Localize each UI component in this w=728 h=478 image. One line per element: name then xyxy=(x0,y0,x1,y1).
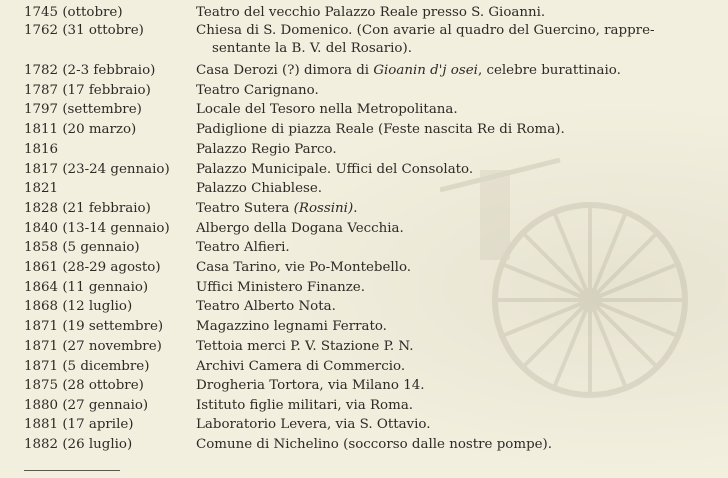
fire-location-continuation: sentante la B. V. del Rosario). xyxy=(212,41,412,56)
fire-date: 1858 (5 gennaio) xyxy=(24,240,140,255)
fire-location-text: Casa Derozi (?) dimora di xyxy=(196,63,374,78)
fire-location: Comune di Nichelino (soccorso dalle nostre pompe). xyxy=(196,437,553,452)
fire-date: 1745 (ottobre) xyxy=(24,5,123,20)
fire-location: Laboratorio Levera, via S. Ottavio. xyxy=(196,417,431,432)
fire-location: Istituto figlie militari, via Roma. xyxy=(196,398,414,413)
fire-location-italic: Gioanin d'j osei xyxy=(373,63,478,78)
fire-date: 1762 (31 ottobre) xyxy=(24,23,144,38)
fire-date: 1828 (21 febbraio) xyxy=(24,201,151,216)
fire-location: Teatro Alberto Nota. xyxy=(196,299,336,314)
fire-location: Uffici Ministero Finanze. xyxy=(196,280,365,295)
fire-date: 1816 xyxy=(24,142,59,157)
fire-date: 1787 (17 febbraio) xyxy=(24,83,151,98)
fire-location: Padiglione di piazza Reale (Feste nascita Re di Roma). xyxy=(196,122,565,137)
fire-location: Chiesa di S. Domenico. (Con avarie al quadro del Guercino, rappre- xyxy=(196,23,655,38)
fire-date: 1871 (27 novembre) xyxy=(24,339,162,354)
fire-location: Archivi Camera di Commercio. xyxy=(196,359,406,374)
fire-location: Locale del Tesoro nella Metropolitana. xyxy=(196,102,458,117)
fire-location xyxy=(196,62,621,80)
fire-location: Teatro del vecchio Palazzo Reale presso S. Gioanni. xyxy=(196,5,546,20)
fire-date: 1811 (20 marzo) xyxy=(24,122,137,137)
fire-location: Casa Tarino, vie Po-Montebello. xyxy=(196,260,412,275)
fire-date: 1881 (17 aprile) xyxy=(24,417,134,432)
fire-engine-watermark-icon xyxy=(440,150,728,440)
fire-date: 1861 (28-29 agosto) xyxy=(24,260,161,275)
fire-date: 1868 (12 luglio) xyxy=(24,299,133,314)
fire-date: 1817 (23-24 gennaio) xyxy=(24,162,170,177)
fire-date: 1821 xyxy=(24,181,59,196)
fire-location: Palazzo Chiablese. xyxy=(196,181,323,196)
fire-location-italic: (Rossini) xyxy=(293,201,354,216)
fire-date: 1871 (5 dicembre) xyxy=(24,359,150,374)
fire-date: 1797 (settembre) xyxy=(24,102,142,117)
fire-location: Teatro Carignano. xyxy=(196,83,319,98)
fire-location: Drogheria Tortora, via Milano 14. xyxy=(196,378,425,393)
fire-date: 1880 (27 gennaio) xyxy=(24,398,149,413)
fire-date: 1882 (26 luglio) xyxy=(24,437,133,452)
fire-location-text: Teatro Sutera xyxy=(196,201,294,216)
fire-location: Palazzo Regio Parco. xyxy=(196,142,337,157)
fire-date: 1864 (11 gennaio) xyxy=(24,280,149,295)
fire-location: Albergo della Dogana Vecchia. xyxy=(196,221,404,236)
fire-location xyxy=(196,200,357,218)
fire-location: Tettoia merci P. V. Stazione P. N. xyxy=(196,339,414,354)
fire-location-text: . xyxy=(353,201,358,216)
fire-date: 1840 (13-14 gennaio) xyxy=(24,221,170,236)
fire-date: 1875 (28 ottobre) xyxy=(24,378,144,393)
fire-date: 1782 (2-3 febbraio) xyxy=(24,63,156,78)
fire-location-text: , celebre burattinaio. xyxy=(477,63,621,78)
fire-location: Teatro Alfieri. xyxy=(196,240,290,255)
footnote-divider xyxy=(24,470,120,471)
fire-location: Magazzino legnami Ferrato. xyxy=(196,319,387,334)
fire-date: 1871 (19 settembre) xyxy=(24,319,164,334)
fire-location: Palazzo Municipale. Uffici del Consolato. xyxy=(196,162,474,177)
